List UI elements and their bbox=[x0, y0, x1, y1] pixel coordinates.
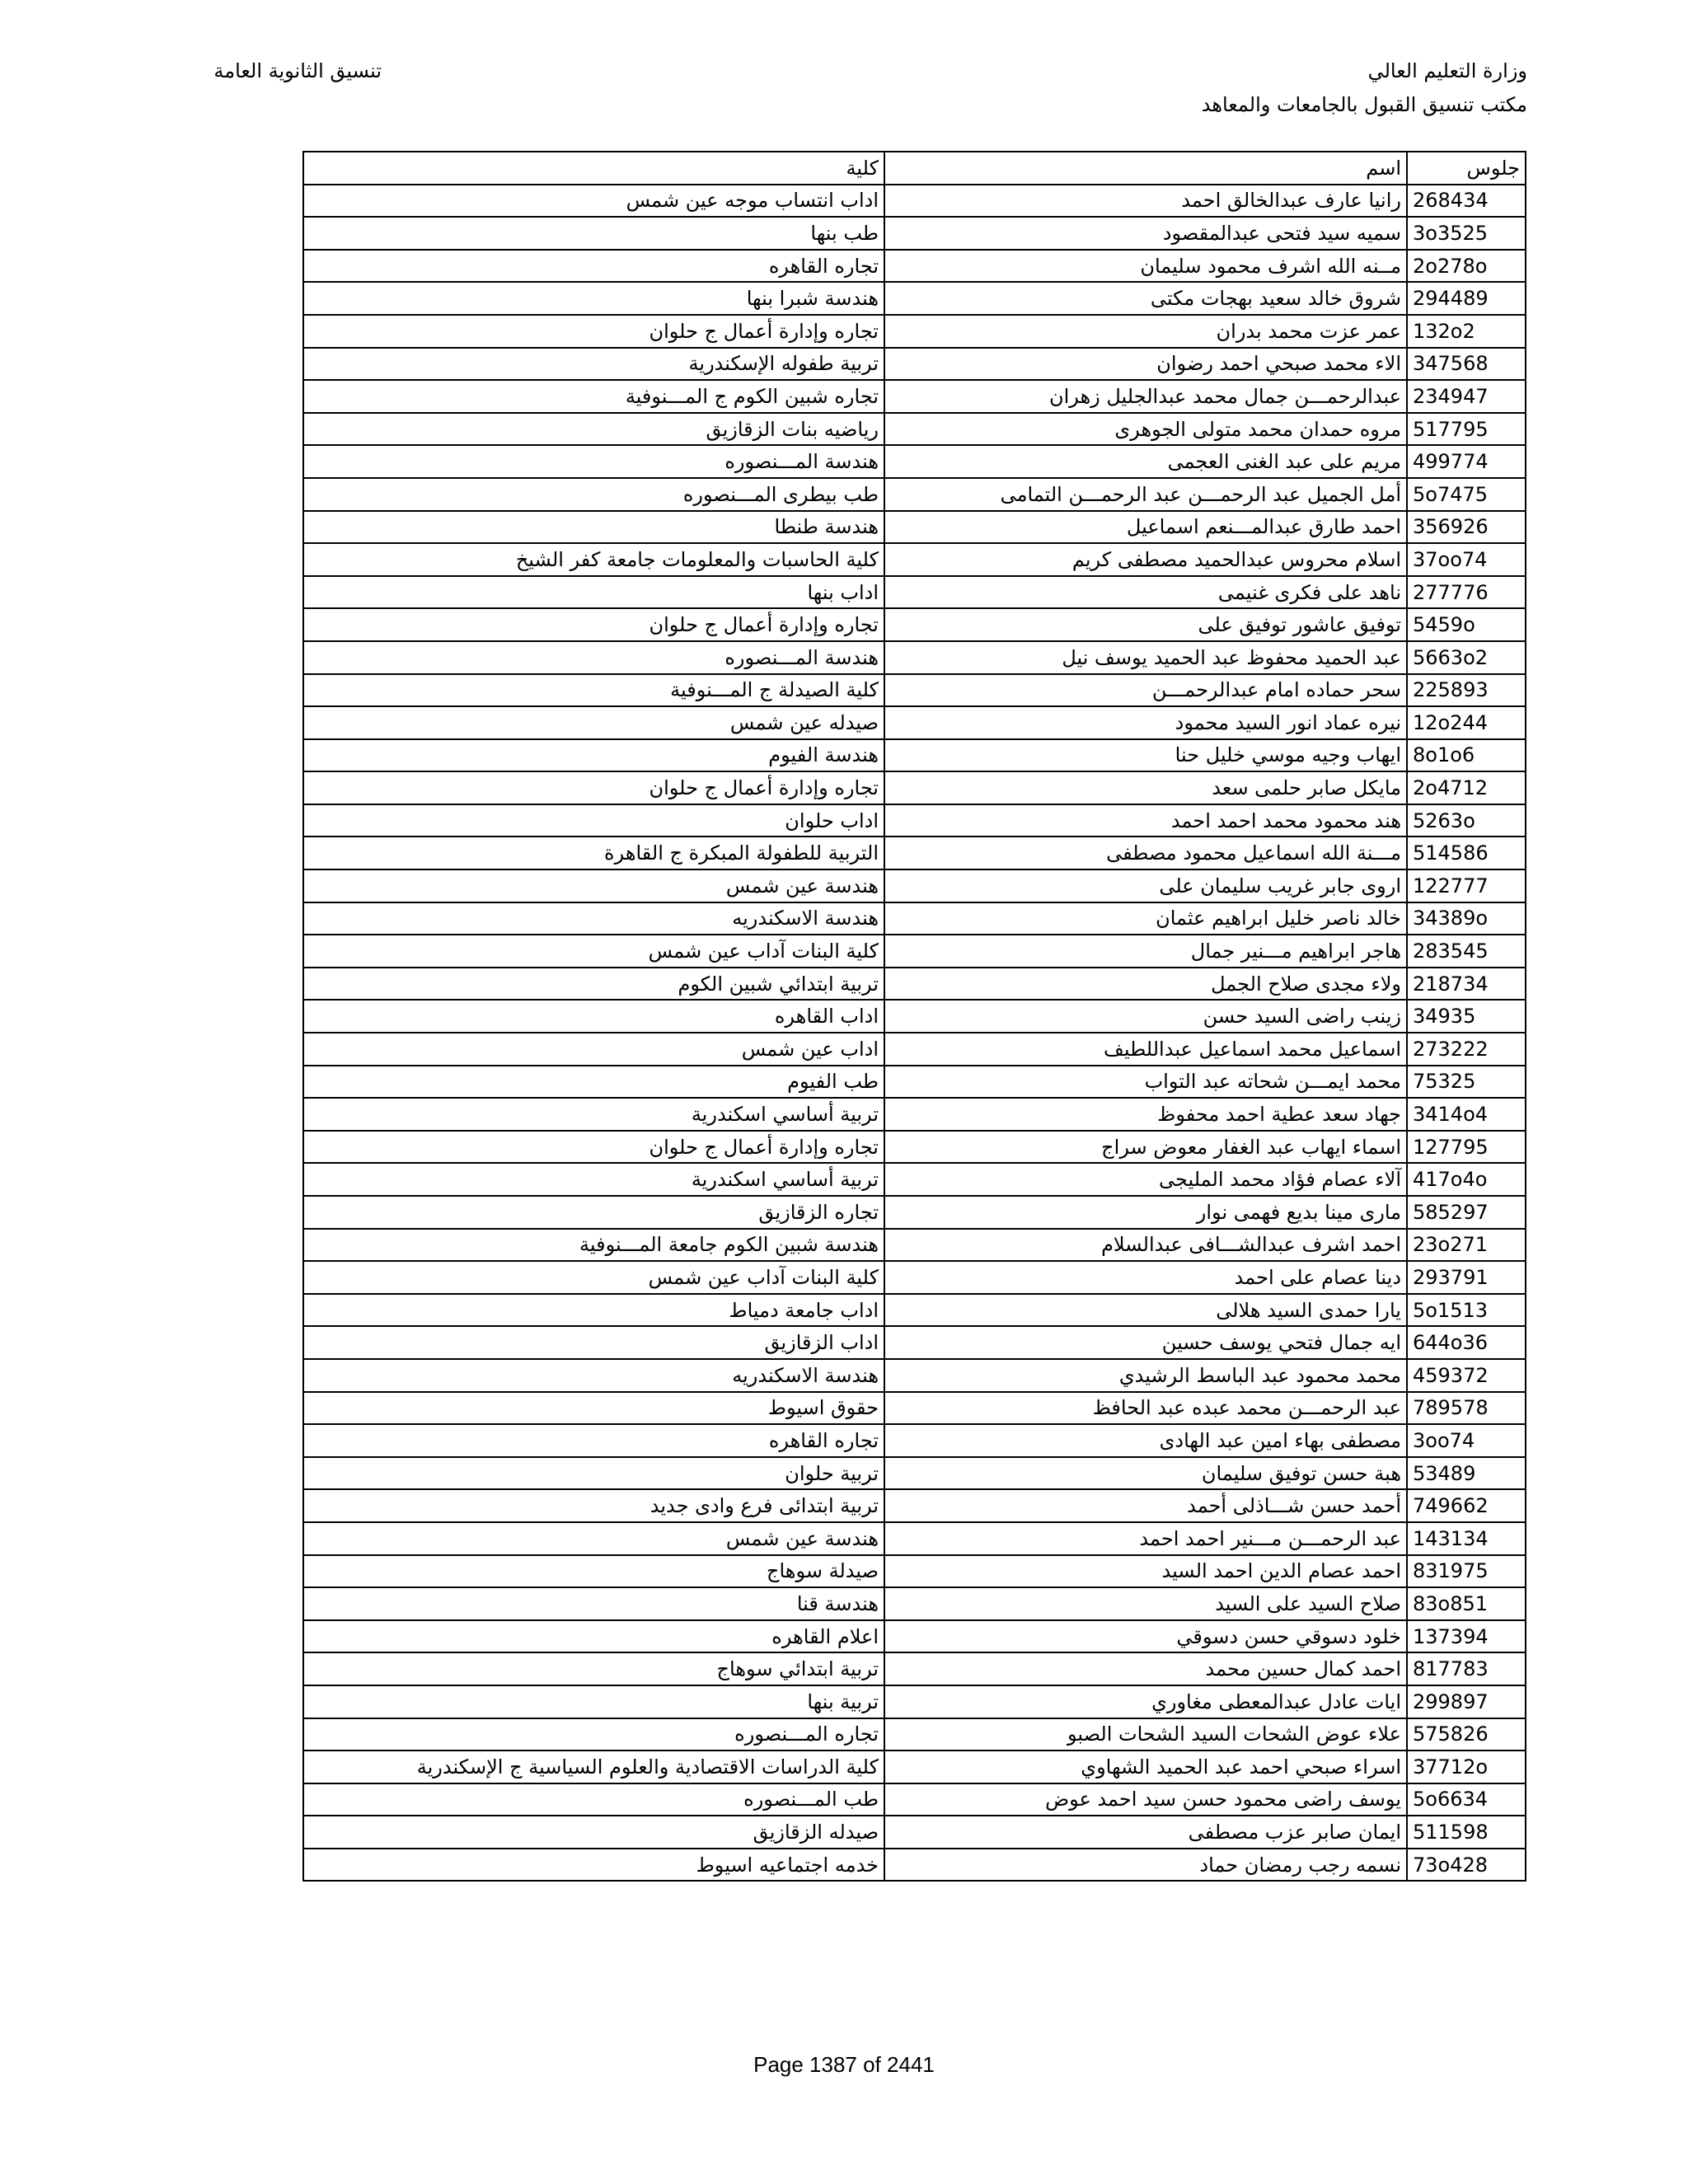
table-row bbox=[303, 1587, 1526, 1620]
seat-cell: 83o851 bbox=[1407, 1587, 1526, 1620]
name-cell: ايات عادل عبدالمعطى مغاوري bbox=[884, 1685, 1407, 1718]
seat-cell: 2o4712 bbox=[1407, 771, 1526, 804]
seat-cell: 268434 bbox=[1407, 185, 1526, 218]
name-cell: احمد طارق عبدالمـــنعم اسماعيل bbox=[884, 511, 1407, 544]
college-cell: هندسة قنا bbox=[303, 1587, 884, 1620]
college-cell: كلية البنات آداب عين شمس bbox=[303, 935, 884, 968]
table-row bbox=[303, 315, 1526, 348]
table-row bbox=[303, 804, 1526, 837]
name-cell: أحمد حسن شـــاذلى أحمد bbox=[884, 1489, 1407, 1522]
college-cell: صيدلة سوهاج bbox=[303, 1555, 884, 1588]
name-cell: احمد كمال حسين محمد bbox=[884, 1652, 1407, 1685]
table-row bbox=[303, 250, 1526, 283]
name-cell: اسماعيل محمد اسماعيل عبداللطيف bbox=[884, 1033, 1407, 1066]
table-row bbox=[303, 674, 1526, 707]
seat-cell: 137394 bbox=[1407, 1620, 1526, 1653]
name-cell: سميه سيد فتحى عبدالمقصود bbox=[884, 217, 1407, 250]
name-cell: دينا عصام على احمد bbox=[884, 1261, 1407, 1294]
college-cell: اداب حلوان bbox=[303, 804, 884, 837]
seat-cell: 3oo74 bbox=[1407, 1424, 1526, 1457]
table-row bbox=[303, 1066, 1526, 1099]
column-header-college: كلية bbox=[303, 152, 884, 185]
seat-cell: 218734 bbox=[1407, 968, 1526, 1001]
college-cell: هندسة المـــنصوره bbox=[303, 641, 884, 674]
seat-cell: 225893 bbox=[1407, 674, 1526, 707]
table-row bbox=[303, 1261, 1526, 1294]
seat-cell: 511598 bbox=[1407, 1816, 1526, 1849]
name-cell: يوسف راضى محمود حسن سيد احمد عوض bbox=[884, 1783, 1407, 1816]
seat-cell: 585297 bbox=[1407, 1196, 1526, 1229]
seat-cell: 3o3525 bbox=[1407, 217, 1526, 250]
table-row bbox=[303, 1163, 1526, 1196]
college-cell: تربية حلوان bbox=[303, 1457, 884, 1490]
college-cell: اداب جامعة دمياط bbox=[303, 1294, 884, 1327]
seat-cell: 37712o bbox=[1407, 1750, 1526, 1783]
seat-cell: 5o6634 bbox=[1407, 1783, 1526, 1816]
college-cell: صيدله عين شمس bbox=[303, 706, 884, 739]
seat-cell: 132o2 bbox=[1407, 315, 1526, 348]
college-cell: صيدله الزقازيق bbox=[303, 1816, 884, 1849]
table-row bbox=[303, 1457, 1526, 1490]
table-row bbox=[303, 1816, 1526, 1849]
table-header-row bbox=[303, 152, 1526, 185]
name-cell: اسراء صبحي احمد عبد الحميد الشهاوي bbox=[884, 1750, 1407, 1783]
table-row bbox=[303, 706, 1526, 739]
college-cell: تربية أساسي اسكندرية bbox=[303, 1098, 884, 1131]
name-cell: رانيا عارف عبدالخالق احمد bbox=[884, 185, 1407, 218]
college-cell: اداب انتساب موجه عين شمس bbox=[303, 185, 884, 218]
college-cell: خدمه اجتماعيه اسيوط bbox=[303, 1849, 884, 1882]
table-row bbox=[303, 1522, 1526, 1555]
name-cell: ايه جمال فتحي يوسف حسين bbox=[884, 1326, 1407, 1359]
table-row bbox=[303, 1196, 1526, 1229]
seat-cell: 517795 bbox=[1407, 413, 1526, 446]
table-row bbox=[303, 902, 1526, 935]
name-cell: هبة حسن توفيق سليمان bbox=[884, 1457, 1407, 1490]
college-cell: تجاره القاهره bbox=[303, 250, 884, 283]
name-cell: عمر عزت محمد بدران bbox=[884, 315, 1407, 348]
seat-cell: 789578 bbox=[1407, 1392, 1526, 1425]
name-cell: سحر حماده امام عبدالرحمـــن bbox=[884, 674, 1407, 707]
seat-cell: 143134 bbox=[1407, 1522, 1526, 1555]
table-row bbox=[303, 1098, 1526, 1131]
college-cell: كلية البنات آداب عين شمس bbox=[303, 1261, 884, 1294]
college-cell: هندسة شبين الكوم جامعة المـــنوفية bbox=[303, 1229, 884, 1262]
table-row bbox=[303, 1685, 1526, 1718]
seat-cell: 5o1513 bbox=[1407, 1294, 1526, 1327]
column-header-seat: جلوس bbox=[1407, 152, 1526, 185]
name-cell: عبدالرحمـــن جمال محمد عبدالجليل زهران bbox=[884, 380, 1407, 413]
seat-cell: 277776 bbox=[1407, 576, 1526, 609]
table-row bbox=[303, 1392, 1526, 1425]
ministry-title: وزارة التعليم العالي bbox=[1367, 59, 1527, 82]
college-cell: تجاره المـــنصوره bbox=[303, 1718, 884, 1751]
name-cell: صلاح السيد على السيد bbox=[884, 1587, 1407, 1620]
seat-cell: 75325 bbox=[1407, 1066, 1526, 1099]
table-row bbox=[303, 1849, 1526, 1882]
table-row bbox=[303, 1229, 1526, 1262]
table-row bbox=[303, 1750, 1526, 1783]
college-cell: هندسة طنطا bbox=[303, 511, 884, 544]
name-cell: محمد محمود عبد الباسط الرشيدي bbox=[884, 1359, 1407, 1392]
college-cell: التربية للطفولة المبكرة ج القاهرة bbox=[303, 837, 884, 869]
college-cell: طب بنها bbox=[303, 217, 884, 250]
seat-cell: 831975 bbox=[1407, 1555, 1526, 1588]
name-cell: نيره عماد انور السيد محمود bbox=[884, 706, 1407, 739]
name-cell: الاء محمد صبحي احمد رضوان bbox=[884, 348, 1407, 381]
name-cell: هند محمود محمد احمد احمد bbox=[884, 804, 1407, 837]
table-row bbox=[303, 935, 1526, 968]
name-cell: مروه حمدان محمد متولى الجوهرى bbox=[884, 413, 1407, 446]
college-cell: طب بيطرى المـــنصوره bbox=[303, 478, 884, 511]
page-number: Page 1387 of 2441 bbox=[753, 2052, 935, 2077]
seat-cell: 299897 bbox=[1407, 1685, 1526, 1718]
table-row bbox=[303, 543, 1526, 576]
table-row bbox=[303, 1294, 1526, 1327]
admissions-table bbox=[302, 151, 1526, 1882]
name-cell: خالد ناصر خليل ابراهيم عثمان bbox=[884, 902, 1407, 935]
college-cell: اداب الزقازيق bbox=[303, 1326, 884, 1359]
table-row bbox=[303, 348, 1526, 381]
coordination-title: تنسيق الثانوية العامة bbox=[213, 59, 382, 82]
seat-cell: 347568 bbox=[1407, 348, 1526, 381]
name-cell: مـــنة الله اسماعيل محمود مصطفى bbox=[884, 837, 1407, 869]
seat-cell: 34389o bbox=[1407, 902, 1526, 935]
college-cell: تربية طفوله الإسكندرية bbox=[303, 348, 884, 381]
table-row bbox=[303, 771, 1526, 804]
table-row bbox=[303, 511, 1526, 544]
seat-cell: 5663o2 bbox=[1407, 641, 1526, 674]
table-row bbox=[303, 185, 1526, 218]
college-cell: تجاره شبين الكوم ج المـــنوفية bbox=[303, 380, 884, 413]
college-cell: تربية ابتدائى فرع وادى جديد bbox=[303, 1489, 884, 1522]
name-cell: يارا حمدى السيد هلالى bbox=[884, 1294, 1407, 1327]
college-cell: تجاره وإدارة أعمال ج حلوان bbox=[303, 608, 884, 641]
seat-cell: 499774 bbox=[1407, 445, 1526, 478]
table-row bbox=[303, 1652, 1526, 1685]
name-cell: زينب راضى السيد حسن bbox=[884, 1000, 1407, 1033]
name-cell: اسماء ايهاب عبد الغفار معوض سراج bbox=[884, 1131, 1407, 1164]
seat-cell: 53489 bbox=[1407, 1457, 1526, 1490]
seat-cell: 293791 bbox=[1407, 1261, 1526, 1294]
college-cell: هندسة المـــنصوره bbox=[303, 445, 884, 478]
college-cell: اداب بنها bbox=[303, 576, 884, 609]
college-cell: تجاره وإدارة أعمال ج حلوان bbox=[303, 315, 884, 348]
college-cell: طب الفيوم bbox=[303, 1066, 884, 1099]
college-cell: تربية ابتدائي شبين الكوم bbox=[303, 968, 884, 1001]
name-cell: اروى جابر غريب سليمان على bbox=[884, 869, 1407, 902]
college-cell: اعلام القاهره bbox=[303, 1620, 884, 1653]
seat-cell: 2o278o bbox=[1407, 250, 1526, 283]
seat-cell: 749662 bbox=[1407, 1489, 1526, 1522]
table-row bbox=[303, 1000, 1526, 1033]
table-row bbox=[303, 1131, 1526, 1164]
college-cell: هندسة عين شمس bbox=[303, 1522, 884, 1555]
table-row bbox=[303, 739, 1526, 772]
college-cell: تربية بنها bbox=[303, 1685, 884, 1718]
college-cell: اداب القاهره bbox=[303, 1000, 884, 1033]
name-cell: ولاء مجدى صلاح الجمل bbox=[884, 968, 1407, 1001]
college-cell: تجاره القاهره bbox=[303, 1424, 884, 1457]
college-cell: تجاره وإدارة أعمال ج حلوان bbox=[303, 1131, 884, 1164]
seat-cell: 23o271 bbox=[1407, 1229, 1526, 1262]
table-row bbox=[303, 1326, 1526, 1359]
table-row bbox=[303, 217, 1526, 250]
seat-cell: 356926 bbox=[1407, 511, 1526, 544]
seat-cell: 5263o bbox=[1407, 804, 1526, 837]
college-cell: هندسة عين شمس bbox=[303, 869, 884, 902]
name-cell: احمد اشرف عبدالشـــافى عبدالسلام bbox=[884, 1229, 1407, 1262]
name-cell: جهاد سعد عطية احمد محفوظ bbox=[884, 1098, 1407, 1131]
seat-cell: 234947 bbox=[1407, 380, 1526, 413]
seat-cell: 8o1o6 bbox=[1407, 739, 1526, 772]
seat-cell: 3414o4 bbox=[1407, 1098, 1526, 1131]
name-cell: مــنه الله اشرف محمود سليمان bbox=[884, 250, 1407, 283]
name-cell: ايمان صابر عزب مصطفى bbox=[884, 1816, 1407, 1849]
table-row bbox=[303, 1424, 1526, 1457]
table-row bbox=[303, 641, 1526, 674]
seat-cell: 5o7475 bbox=[1407, 478, 1526, 511]
table-row bbox=[303, 869, 1526, 902]
name-cell: هاجر ابراهيم مـــنير جمال bbox=[884, 935, 1407, 968]
table-row bbox=[303, 413, 1526, 446]
table-row bbox=[303, 445, 1526, 478]
office-title: مكتب تنسيق القبول بالجامعات والمعاهد bbox=[1201, 93, 1527, 116]
name-cell: خلود دسوقي حسن دسوقي bbox=[884, 1620, 1407, 1653]
table-row bbox=[303, 1620, 1526, 1653]
table-row bbox=[303, 1033, 1526, 1066]
table-row bbox=[303, 282, 1526, 315]
table-row bbox=[303, 968, 1526, 1001]
table-row bbox=[303, 576, 1526, 609]
table-row bbox=[303, 478, 1526, 511]
name-cell: أمل الجميل عبد الرحمـــن عبد الرحمـــن التمامى bbox=[884, 478, 1407, 511]
name-cell: توفيق عاشور توفيق على bbox=[884, 608, 1407, 641]
table-row bbox=[303, 1555, 1526, 1588]
college-cell: كلية الدراسات الاقتصادية والعلوم السياسية ج الإسكندرية bbox=[303, 1750, 884, 1783]
college-cell: هندسة الفيوم bbox=[303, 739, 884, 772]
table-row bbox=[303, 380, 1526, 413]
table-row bbox=[303, 837, 1526, 869]
name-cell: ايهاب وجيه موسي خليل حنا bbox=[884, 739, 1407, 772]
name-cell: شروق خالد سعيد بهجات مكتى bbox=[884, 282, 1407, 315]
college-cell: حقوق اسيوط bbox=[303, 1392, 884, 1425]
seat-cell: 294489 bbox=[1407, 282, 1526, 315]
name-cell: نسمه رجب رمضان حماد bbox=[884, 1849, 1407, 1882]
name-cell: محمد ايمـــن شحاته عبد التواب bbox=[884, 1066, 1407, 1099]
college-cell: تجاره الزقازيق bbox=[303, 1196, 884, 1229]
seat-cell: 514586 bbox=[1407, 837, 1526, 869]
seat-cell: 817783 bbox=[1407, 1652, 1526, 1685]
seat-cell: 12o244 bbox=[1407, 706, 1526, 739]
name-cell: ناهد على فكرى غنيمى bbox=[884, 576, 1407, 609]
seat-cell: 122777 bbox=[1407, 869, 1526, 902]
name-cell: اسلام محروس عبدالحميد مصطفى كريم bbox=[884, 543, 1407, 576]
college-cell: هندسة شبرا بنها bbox=[303, 282, 884, 315]
seat-cell: 127795 bbox=[1407, 1131, 1526, 1164]
column-header-name: اسم bbox=[884, 152, 1407, 185]
college-cell: تربية ابتدائي سوهاج bbox=[303, 1652, 884, 1685]
name-cell: علاء عوض الشحات السيد الشحات الصبو bbox=[884, 1718, 1407, 1751]
name-cell: عبد الرحمـــن مـــنير احمد احمد bbox=[884, 1522, 1407, 1555]
college-cell: كلية الحاسبات والمعلومات جامعة كفر الشيخ bbox=[303, 543, 884, 576]
name-cell: عبد الحميد محفوظ عبد الحميد يوسف نيل bbox=[884, 641, 1407, 674]
seat-cell: 73o428 bbox=[1407, 1849, 1526, 1882]
table-row bbox=[303, 1359, 1526, 1392]
table-row bbox=[303, 1783, 1526, 1816]
college-cell: رياضيه بنات الزقازيق bbox=[303, 413, 884, 446]
seat-cell: 273222 bbox=[1407, 1033, 1526, 1066]
table-row bbox=[303, 608, 1526, 641]
seat-cell: 37oo74 bbox=[1407, 543, 1526, 576]
name-cell: مارى مينا بديع فهمى نوار bbox=[884, 1196, 1407, 1229]
seat-cell: 417o4o bbox=[1407, 1163, 1526, 1196]
seat-cell: 34935 bbox=[1407, 1000, 1526, 1033]
name-cell: مريم على عبد الغنى العجمى bbox=[884, 445, 1407, 478]
college-cell: تجاره وإدارة أعمال ج حلوان bbox=[303, 771, 884, 804]
name-cell: عبد الرحمـــن محمد عبده عبد الحافظ bbox=[884, 1392, 1407, 1425]
seat-cell: 575826 bbox=[1407, 1718, 1526, 1751]
college-cell: هندسة الاسكندريه bbox=[303, 1359, 884, 1392]
table-row bbox=[303, 1489, 1526, 1522]
college-cell: هندسة الاسكندريه bbox=[303, 902, 884, 935]
college-cell: طب المـــنصوره bbox=[303, 1783, 884, 1816]
name-cell: مصطفى بهاء امين عبد الهادى bbox=[884, 1424, 1407, 1457]
college-cell: كلية الصيدلة ج المـــنوفية bbox=[303, 674, 884, 707]
name-cell: مايكل صابر حلمى سعد bbox=[884, 771, 1407, 804]
seat-cell: 644o36 bbox=[1407, 1326, 1526, 1359]
name-cell: آلاء عصام فؤاد محمد المليجى bbox=[884, 1163, 1407, 1196]
seat-cell: 5459o bbox=[1407, 608, 1526, 641]
seat-cell: 283545 bbox=[1407, 935, 1526, 968]
name-cell: احمد عصام الدين احمد السيد bbox=[884, 1555, 1407, 1588]
college-cell: اداب عين شمس bbox=[303, 1033, 884, 1066]
college-cell: تربية أساسي اسكندرية bbox=[303, 1163, 884, 1196]
seat-cell: 459372 bbox=[1407, 1359, 1526, 1392]
table-row bbox=[303, 1718, 1526, 1751]
